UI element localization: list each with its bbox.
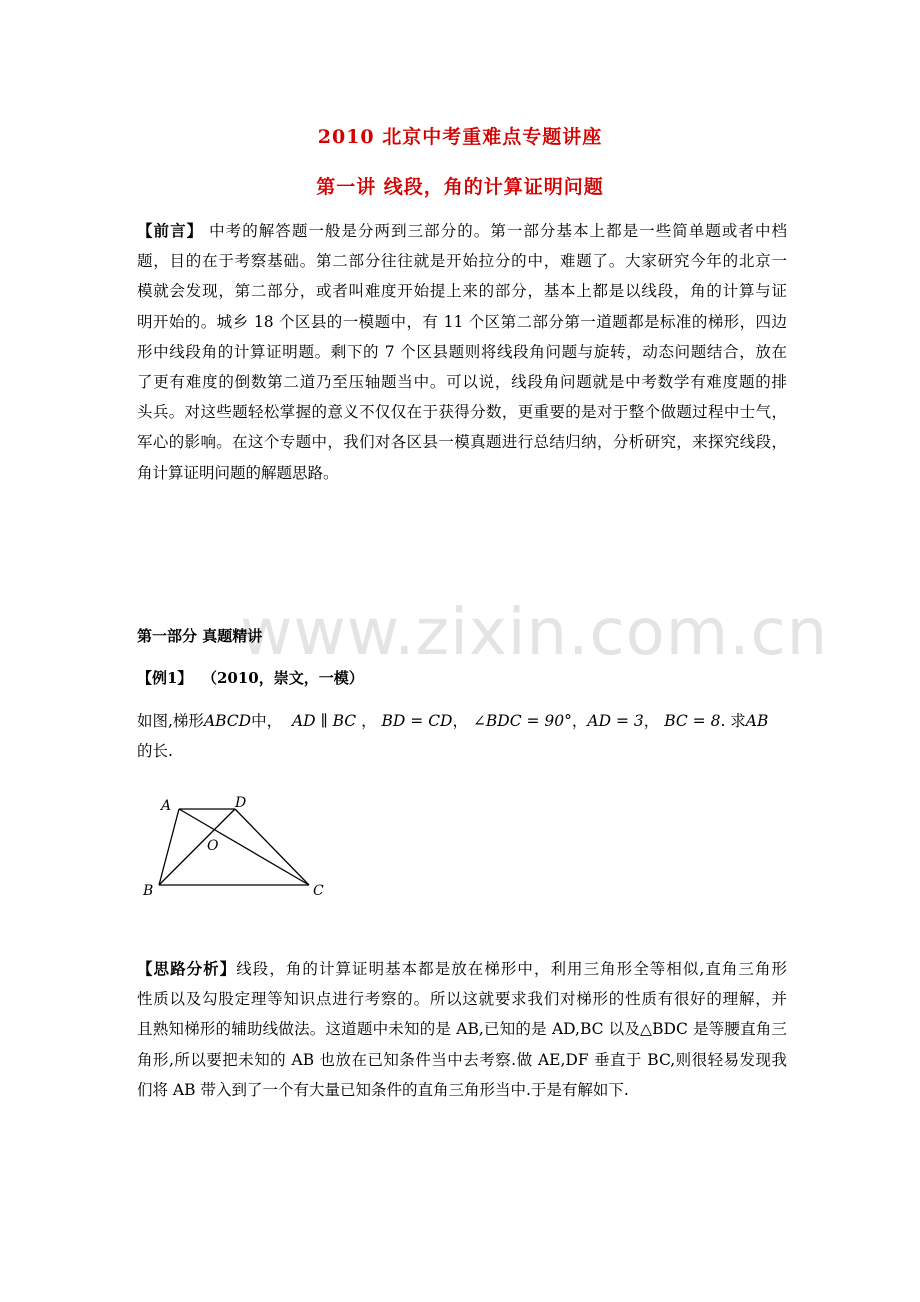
problem-line: 如图,梯形ABCD中， AD ∥ BC ， BD = CD， ∠BDC = 90°，AD = 3， BC = 8. 求AB [137, 712, 769, 730]
analysis-label: 【思路分析】 [137, 959, 237, 978]
label-a: A [161, 798, 172, 814]
example-label: 【例1】 [137, 669, 193, 687]
trapezoid-figure [137, 792, 337, 902]
preface-label: 【前言】 [137, 221, 204, 240]
page-title: 2010 北京中考重难点专题讲座 [317, 126, 603, 148]
preface-line: 明开始的。城乡 18 个区县的一模题中，有 11 个区第二部分第一道题都是标准的梯形，四边 [137, 312, 787, 331]
diagonal-bd [159, 809, 235, 885]
watermark: www.zixin.com.cn [240, 596, 829, 670]
example-source: （2010，崇文，一模） [201, 669, 364, 687]
label-o: O [207, 838, 219, 854]
segment-ab [159, 809, 179, 885]
example-heading [137, 667, 364, 688]
preface-line: 【前言】 中考的解答题一般是分两到三部分的。第一部分基本上都是一些简单题或者中档 [137, 221, 787, 240]
preface-line: 模就会发现，第二部分，或者叫难度开始提上来的部分，基本上都是以线段，角的计算与证 [137, 282, 787, 301]
analysis-line: 角形,所以要把未知的 AB 也放在已知条件当中去考察.做 AE,DF 垂直于 BC,则很轻易发现我 [137, 1050, 787, 1069]
label-c: C [313, 883, 324, 899]
section-title: 第一部分 真题精讲 [137, 627, 263, 645]
preface-line: 了更有难度的倒数第二道乃至压轴题当中。可以说，线段角问题就是中考数学有难度题的排 [137, 373, 787, 392]
label-d: D [235, 795, 247, 811]
preface-line: 形中线段角的计算证明题。剩下的 7 个区县题则将线段角问题与旋转，动态问题结合，放在 [137, 342, 787, 361]
preface-line: 题，目的在于考察基础。第二部分往往就是开始拉分的中，难题了。大家研究今年的北京一 [137, 252, 787, 271]
analysis-line: 【思路分析】线段，角的计算证明基本都是放在梯形中，利用三角形全等相似,直角三角形 [137, 959, 787, 978]
diagonal-ac [179, 809, 309, 885]
preface-line: 军心的影响。在这个专题中，我们对各区县一模真题进行总结归纳，分析研究，来探究线段， [137, 433, 787, 452]
preface-line: 角计算证明问题的解题思路。 [137, 463, 339, 482]
segment-dc [235, 809, 309, 885]
analysis-paragraph [137, 954, 787, 1105]
problem-line: 的长. [137, 742, 173, 761]
preface-line: 头兵。对这些题轻松掌握的意义不仅仅在于获得分数，更重要的是对于整个做题过程中士气， [137, 403, 787, 422]
preface-paragraph [137, 216, 787, 488]
analysis-line: 且熟知梯形的辅助线做法。这道题中未知的是 AB,已知的是 AD,BC 以及△BDC 是等腰直角三 [137, 1020, 787, 1039]
label-b: B [143, 883, 154, 899]
problem-statement [137, 706, 787, 766]
lecture-subtitle: 第一讲 线段，角的计算证明问题 [316, 176, 604, 198]
analysis-line: 性质以及勾股定理等知识点进行考察的。所以这就要求我们对梯形的性质有很好的理解，并 [137, 990, 787, 1009]
analysis-line: 们将 AB 带入到了一个有大量已知条件的直角三角形当中.于是有解如下. [137, 1080, 629, 1099]
